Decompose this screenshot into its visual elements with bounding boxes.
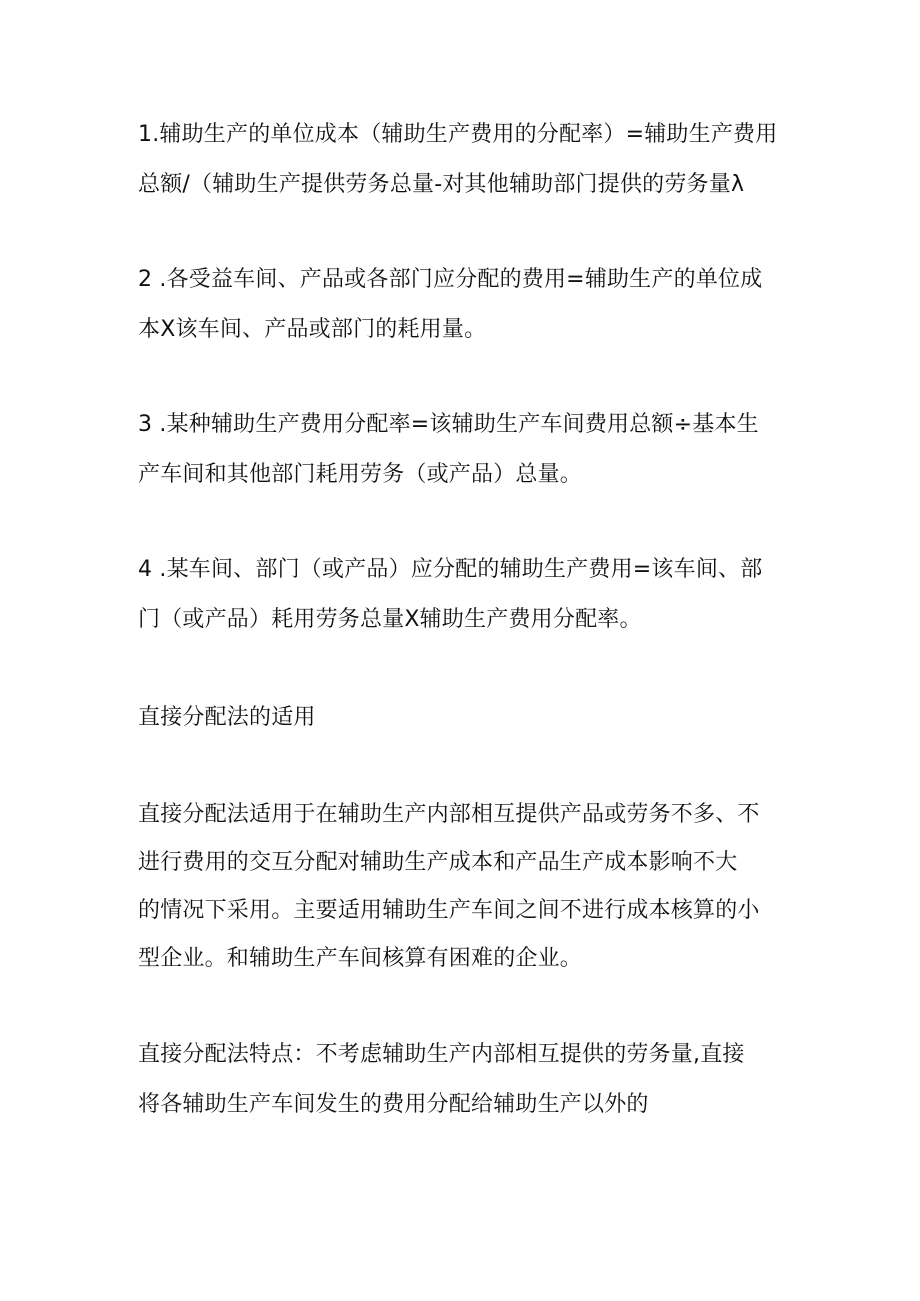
- para-6-line-3: 的情况下采用。主要适用辅助生产车间之间不进行成本核算的小: [138, 898, 760, 923]
- para-6-line-1: 直接分配法适用于在辅助生产内部相互提供产品或劳务不多、不: [138, 802, 760, 827]
- para-4-line-2: 门（或产品）耗用劳务总量X辅助生产费用分配率。: [138, 607, 642, 632]
- para-1-line-1: 1.辅助生产的单位成本（辅助生产费用的分配率）=辅助生产费用: [138, 122, 778, 147]
- para-3-line-2: 产车间和其他部门耗用劳务（或产品）总量。: [138, 462, 583, 487]
- section-heading: 直接分配法的适用: [138, 705, 316, 730]
- para-2-line-2: 本X该车间、产品或部门的耗用量。: [138, 317, 487, 342]
- para-6-line-4: 型企业。和辅助生产车间核算有困难的企业。: [138, 946, 583, 971]
- para-3-line-1: 3 .某种辅助生产费用分配率=该辅助生产车间费用总额÷基本生: [138, 412, 759, 437]
- para-6-line-2: 进行费用的交互分配对辅助生产成本和产品生产成本影响不大: [138, 850, 738, 875]
- para-2-line-1: 2 .各受益车间、产品或各部门应分配的费用=辅助生产的单位成: [138, 267, 763, 292]
- para-4-line-1: 4 .某车间、部门（或产品）应分配的辅助生产费用=该车间、部: [138, 557, 763, 582]
- para-1-line-2: 总额/（辅助生产提供劳务总量-对其他辅助部门提供的劳务量λ: [138, 172, 745, 197]
- para-7-line-1: 直接分配法特点：不考虑辅助生产内部相互提供的劳务量,直接: [138, 1042, 745, 1067]
- para-7-line-2: 将各辅助生产车间发生的费用分配给辅助生产以外的: [138, 1092, 649, 1117]
